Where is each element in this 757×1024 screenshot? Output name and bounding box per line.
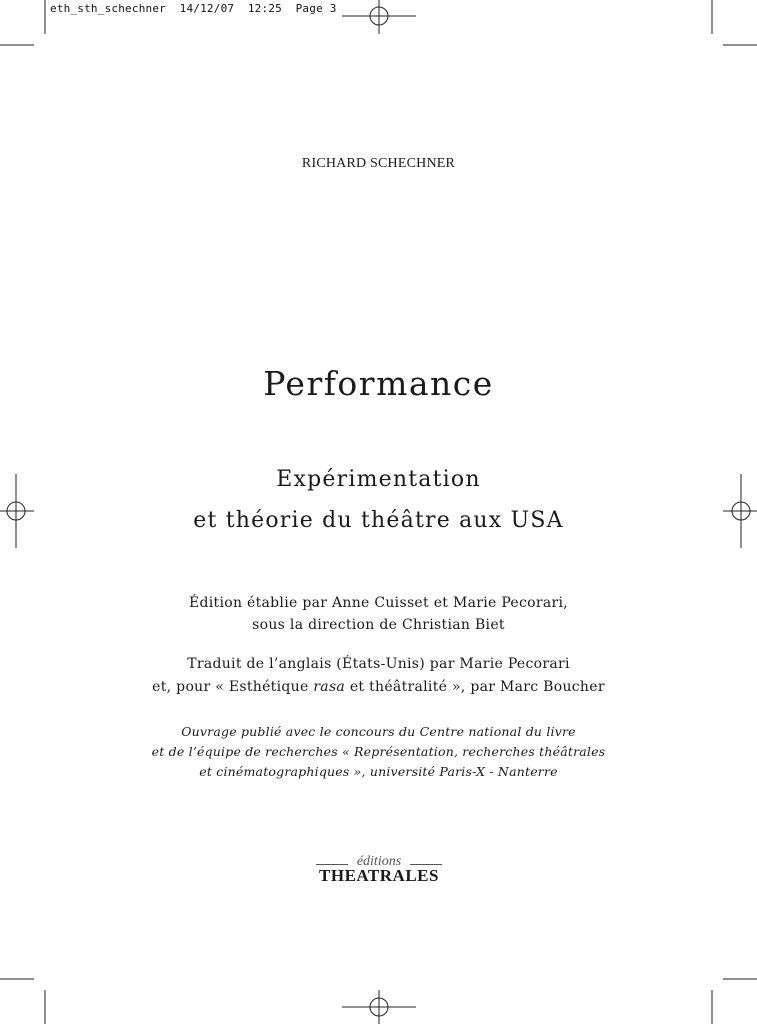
support-note-line-2: et de l’équipe de recherches « Représentation, recherches théâtrales	[151, 744, 606, 759]
translation-credit-line-2	[0, 679, 757, 695]
publisher-logo-name: THEATRALES	[319, 866, 439, 885]
print-slug: eth_sth_schechner 14/12/07 12:25 Page 3	[50, 2, 337, 15]
registration-mark-bottom	[342, 990, 416, 1024]
publisher-logo-small-text: éditions	[356, 854, 402, 869]
translation-credit-suffix: et théâtralité », par Marc Boucher	[345, 679, 605, 695]
book-title: Performance	[263, 364, 494, 403]
support-note-line-3: et cinématographiques », université Paris-X - Nanterre	[199, 764, 558, 779]
subtitle-line-1: Expérimentation	[276, 467, 481, 492]
subtitle-line-2: et théorie du théâtre aux USA	[193, 508, 564, 533]
translation-credit-prefix: et, pour « Esthétique	[152, 679, 314, 695]
edition-credit-line-1: Édition établie par Anne Cuisset et Marie Pecorari,	[188, 595, 569, 611]
publisher-logo	[310, 854, 448, 888]
author-name: RICHARD SCHECHNER	[301, 156, 456, 171]
registration-mark-top	[342, 0, 416, 34]
translation-credit-italic: rasa	[313, 679, 346, 695]
translation-credit-line-1: Traduit de l’anglais (États-Unis) par Marie Pecorari	[187, 656, 570, 672]
support-note-line-1: Ouvrage publié avec le concours du Centre national du livre	[181, 724, 576, 739]
edition-credit-line-2: sous la direction de Christian Biet	[252, 617, 505, 633]
